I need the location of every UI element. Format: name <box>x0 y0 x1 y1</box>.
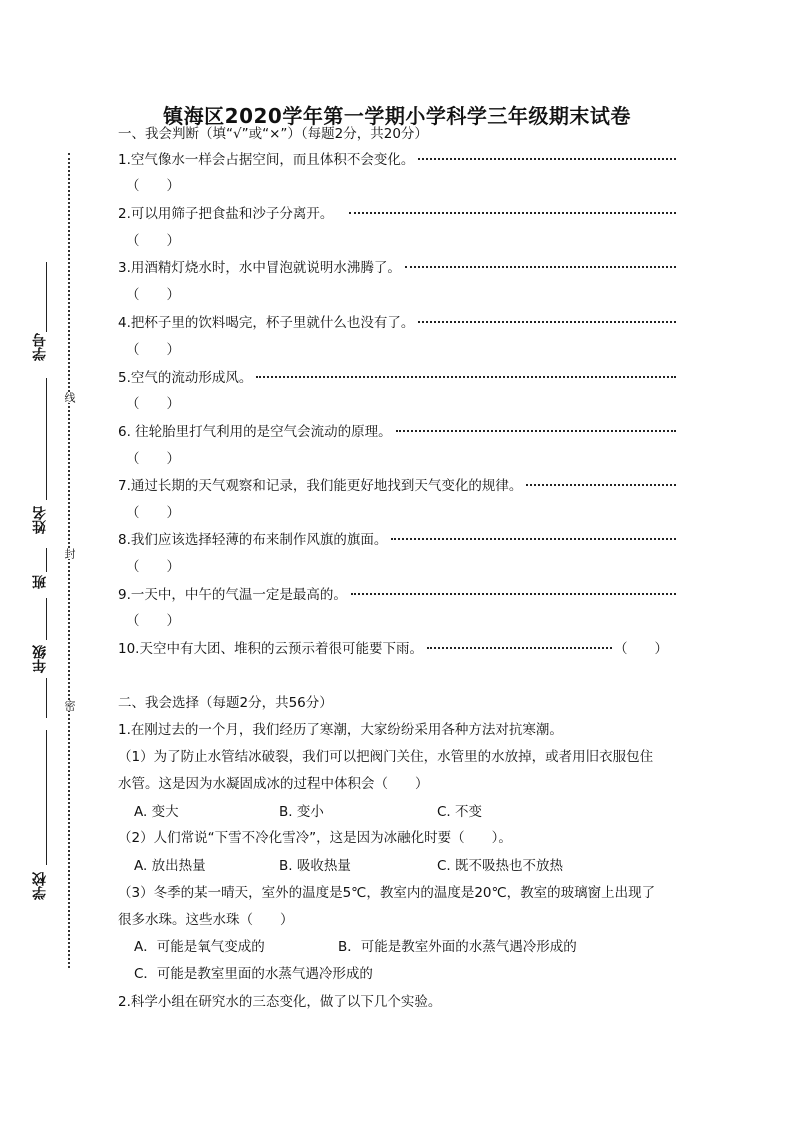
class-label: 班 <box>32 575 48 589</box>
choice-q1-2: （2）人们常说“下雪不冷化雪冷”，这是因为冰融化时要（ ）。 <box>118 830 512 846</box>
judge-answer-2[interactable]: （ ） <box>126 233 180 249</box>
judge-question-3: 3.用酒精灯烧水时，水中冒泡就说明水沸腾了。 <box>118 259 678 277</box>
judge-answer-6[interactable]: （ ） <box>126 451 180 467</box>
student-id-label: 学号 <box>32 333 48 361</box>
school-blank <box>46 730 47 865</box>
judge-answer-8[interactable]: （ ） <box>126 559 180 575</box>
judge-question-2: 2.可以用筛子把食盐和沙子分离开。 <box>118 205 678 223</box>
choice-q1-3-line2: 很多水珠。这些水珠（ ） <box>118 912 294 928</box>
judge-question-8: 8.我们应该选择轻薄的布来制作风旗的旗面。 <box>118 531 678 549</box>
choice-q2-intro: 2.科学小组在研究水的三态变化，做了以下几个实验。 <box>118 994 442 1010</box>
choice-q1-1-line1: （1）为了防止水管结冰破裂，我们可以把阀门关住，水管里的水放掉，或者用旧衣服包住 <box>118 749 654 765</box>
judge-answer-10[interactable]: （ ） <box>614 641 668 657</box>
judge-question-9: 9.一天中，中午的气温一定是最高的。 <box>118 586 678 604</box>
judge-question-5: 5.空气的流动形成风。 <box>118 369 678 387</box>
grade-blank <box>46 598 47 640</box>
judge-answer-4[interactable]: （ ） <box>126 342 180 358</box>
choice-q1-2-option-a[interactable]: A. 放出热量 <box>134 858 206 874</box>
seal-mark-secret: 密 <box>63 700 76 711</box>
grade-blank-lower <box>46 678 47 718</box>
grade-label: 年级 <box>32 645 48 673</box>
choice-q1-2-option-b[interactable]: B. 吸收热量 <box>279 858 351 874</box>
choice-q1-1-option-c[interactable]: C. 不变 <box>437 804 483 820</box>
judge-question-10: 10.天空中有大团、堆积的云预示着很可能要下雨。 （ ） <box>118 641 668 657</box>
judge-answer-3[interactable]: （ ） <box>126 287 180 303</box>
student-id-blank <box>46 262 47 332</box>
choice-q1-1-option-b[interactable]: B. 变小 <box>279 804 324 820</box>
judge-answer-5[interactable]: （ ） <box>126 396 180 412</box>
choice-q1-1-option-a[interactable]: A. 变大 <box>134 804 179 820</box>
judge-question-6: 6. 往轮胎里打气利用的是空气会流动的原理。 <box>118 423 678 441</box>
judge-question-1: 1.空气像水一样会占据空间，而且体积不会变化。 <box>118 151 678 169</box>
seal-mark-line: 线 <box>63 392 76 403</box>
binding-dotted-line <box>68 153 70 968</box>
name-label: 姓名 <box>32 506 48 534</box>
name-blank <box>46 378 47 500</box>
choice-q1-3-option-c[interactable]: C．可能是教室里面的水蒸气遇冷形成的 <box>134 966 373 982</box>
judge-answer-1[interactable]: （ ） <box>126 178 180 194</box>
section1-heading: 一、我会判断（填“√”或“×”）（每题2分，共20分） <box>118 126 428 142</box>
judge-answer-7[interactable]: （ ） <box>126 505 180 521</box>
page-title: 镇海区2020学年第一学期小学科学三年级期末试卷 <box>163 104 631 128</box>
choice-q1-intro: 1.在刚过去的一个月，我们经历了寒潮，大家纷纷采用各种方法对抗寒潮。 <box>118 722 563 738</box>
class-blank <box>46 548 47 572</box>
judge-answer-9[interactable]: （ ） <box>126 613 180 629</box>
choice-q1-3-line1: （3）冬季的某一晴天，室外的温度是5℃，教室内的温度是20℃，教室的玻璃窗上出现了 <box>118 885 656 901</box>
choice-q1-3-option-a[interactable]: A．可能是氧气变成的 <box>134 939 265 955</box>
school-label: 学校 <box>32 872 48 900</box>
judge-question-7: 7.通过长期的天气观察和记录，我们能更好地找到天气变化的规律。 <box>118 477 678 495</box>
choice-q1-2-option-c[interactable]: C. 既不吸热也不放热 <box>437 858 564 874</box>
seal-mark-seal: 封 <box>63 548 76 559</box>
section2-heading: 二、我会选择（每题2分，共56分） <box>118 695 333 711</box>
judge-question-4: 4.把杯子里的饮料喝完，杯子里就什么也没有了。 <box>118 314 678 332</box>
choice-q1-1-line2: 水管。这是因为水凝固成冰的过程中体积会（ ） <box>118 776 429 792</box>
choice-q1-3-option-b[interactable]: B．可能是教室外面的水蒸气遇冷形成的 <box>338 939 577 955</box>
